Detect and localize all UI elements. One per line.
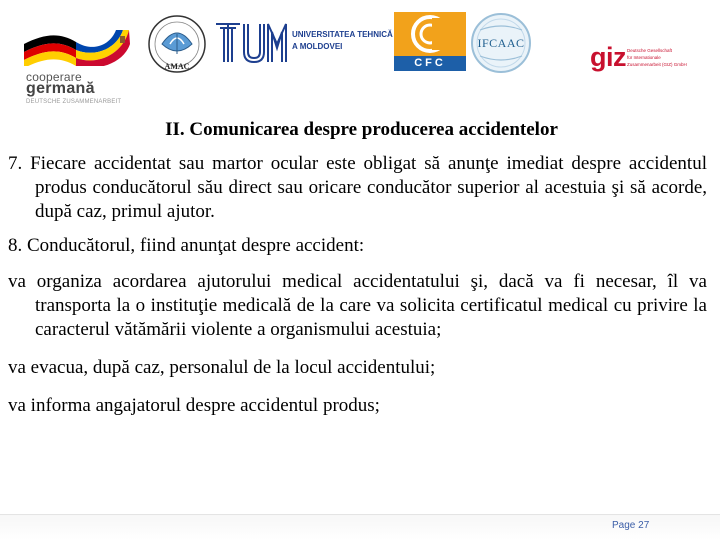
section-heading: II. Comunicarea despre producerea accidentelor: [165, 119, 558, 140]
utm-logo-icon: [214, 18, 290, 68]
giz-fine-line3: Zusammenarbeit (GIZ) GmbH: [627, 62, 687, 67]
cooperare-text: cooperare: [26, 70, 82, 84]
ifcaac-logo: [468, 12, 534, 74]
cfc-text: CFC: [414, 57, 446, 69]
amac-emblem-icon: [144, 14, 210, 82]
deutsche-zusammenarbeit-text: DEUTSCHE ZUSAMMENARBEIT: [26, 99, 122, 105]
utm-logo: [214, 18, 394, 68]
page-number: Page 27: [612, 520, 650, 531]
paragraph-7: 7. Fiecare accidentat sau martor ocular este obligat să anunţe imediat despre accidentul produs conducătorul său direct sau oricare conducător superior al acestuia şi să acorde, după caz, primul ajutor.: [8, 153, 707, 222]
ifcaac-text: IFCAAC: [477, 36, 525, 50]
giz-fine-line2: für Internationale: [627, 55, 661, 60]
action-inform-employer: va informa angajatorul despre accidentul produs;: [8, 395, 380, 416]
utm-name-line2: A MOLDOVEI: [292, 42, 343, 51]
action-medical-aid: va organiza acordarea ajutorului medical accidentatului şi, dacă va fi necesar, îl va transporta la o instituţie medicală de la care va solicita certificatul medical cu privire la caracterul vătămării violente a organismului acestuia;: [8, 271, 707, 340]
amac-logo: [144, 14, 210, 82]
action-evacuate: va evacua, după caz, personalul de la locul accidentului;: [8, 357, 436, 378]
slide-content: [8, 118, 707, 418]
logo-header: [0, 0, 720, 110]
paragraph-8: 8. Conducătorul, fiind anunţat despre accident:: [8, 235, 365, 256]
flags-wave-icon: [24, 26, 130, 66]
germana-text: germană: [26, 80, 95, 97]
utm-name-line1: UNIVERSITATEA TEHNICĂ: [292, 30, 393, 39]
giz-logo: [590, 42, 700, 78]
cfc-logo: [392, 10, 468, 72]
amac-label: AMAC: [164, 62, 190, 71]
cooperare-germana-logo: [18, 18, 140, 105]
giz-fine-line1: Deutsche Gesellschaft: [627, 48, 673, 53]
giz-logo-icon: giz: [590, 42, 626, 72]
